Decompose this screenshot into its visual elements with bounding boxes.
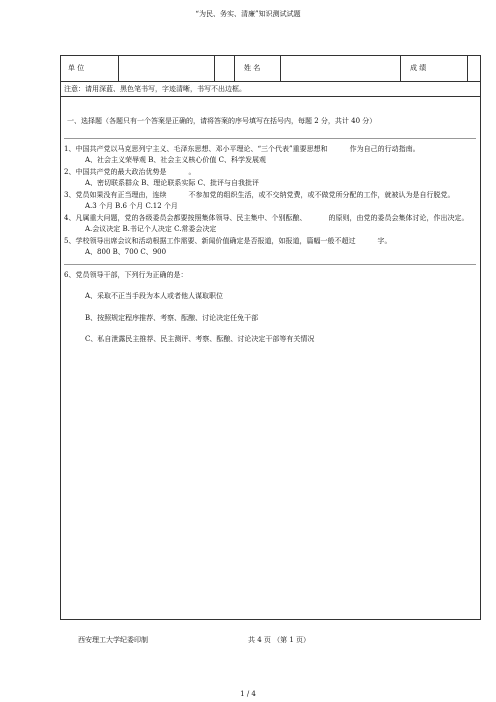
notice-text: 注意：请用深蓝、黑色笔书写，字迹清晰，书写不出边框。 bbox=[64, 85, 246, 93]
question-content bbox=[64, 116, 476, 346]
q4-stem-a: 4、凡属重大问题，党的各级委员会都要按照集体领导、民主集中、个别酝酿、 bbox=[64, 213, 307, 222]
q3-stem-b: 不参加党的组织生活，或不交纳党费，或不做党所分配的工作，就被认为是自行脱党。 bbox=[188, 190, 455, 199]
footer-page-info: 共 4 页 （第 1 页） bbox=[248, 636, 311, 644]
section-title: 一、选择题（各题只有一个答案是正确的，请将答案的序号填写在括号内，每题 2 分，共计 40 分） bbox=[67, 117, 377, 125]
question-5 bbox=[64, 236, 476, 259]
score-label: 成 绩 bbox=[401, 56, 468, 81]
q5-stem-a: 5、学校领导出席会议和活动根据工作需要、新闻价值确定是否报道，如报道，篇幅一般不超过 bbox=[64, 236, 356, 245]
question-4 bbox=[64, 213, 476, 236]
unit-label: 单 位 bbox=[61, 56, 119, 81]
q5-stem-b: 字。 bbox=[377, 236, 392, 245]
q5-options: A、800 B、700 C、900 bbox=[85, 248, 167, 256]
q3-stem-a: 3、党员如果没有正当理由，连续 bbox=[64, 190, 167, 199]
question-2 bbox=[64, 167, 476, 190]
q6-option-c: C、私自泄露民主推荐、民主测评、考察、酝酿、讨论决定干部等有关情况 bbox=[85, 335, 315, 343]
q4-stem-b: 的原则，由党的委员会集体讨论，作出决定。 bbox=[328, 213, 469, 222]
unit-field[interactable] bbox=[119, 56, 215, 81]
q3-options: A.3 个月 B.6 个月 C.12 个月 bbox=[85, 202, 178, 210]
q1-options: A、社会主义荣辱观 B、社会主义核心价值 C、科学发展观 bbox=[85, 156, 267, 164]
q4-options: A.会议决定 B.书记个人决定 C.常委会决定 bbox=[85, 225, 217, 233]
q2-stem-a: 2、中国共产党的最大政治优势是 bbox=[64, 167, 167, 176]
question-6 bbox=[64, 270, 476, 346]
name-field[interactable] bbox=[281, 56, 401, 81]
q2-options: A、密切联系群众 B、理论联系实际 C、批评与自我批评 bbox=[85, 179, 260, 187]
document-title: “为民、务实、清廉”知识测试试题 bbox=[195, 10, 301, 18]
q6-option-a: A、采取不正当手段为本人或者他人谋取职位 bbox=[85, 292, 224, 300]
q6-option-b: B、按照规定程序推荐、考察、酝酿、讨论决定任免干部 bbox=[85, 313, 259, 322]
page-number: 1 / 4 bbox=[240, 690, 256, 698]
q1-stem-b: 作为自己的行动指南。 bbox=[349, 144, 420, 153]
question-divider bbox=[64, 264, 476, 265]
notice-divider bbox=[61, 96, 480, 97]
exam-frame bbox=[60, 55, 481, 620]
question-3 bbox=[64, 190, 476, 213]
unit-spacer-cell bbox=[215, 56, 235, 81]
q1-stem-a: 1、中国共产党以马克思列宁主义、毛泽东思想、邓小平理论、“三个代表”重要思想和 bbox=[64, 144, 328, 153]
q6-stem: 6、党员领导干部，下列行为正确的是： bbox=[64, 270, 188, 279]
name-label: 姓 名 bbox=[235, 56, 281, 81]
score-field[interactable] bbox=[468, 56, 482, 81]
question-1 bbox=[64, 144, 476, 167]
header-row bbox=[61, 56, 480, 82]
section-divider bbox=[64, 138, 476, 139]
q2-stem-b: 。 bbox=[188, 167, 196, 176]
footer-publisher: 西安理工大学纪委印制 bbox=[78, 636, 148, 644]
